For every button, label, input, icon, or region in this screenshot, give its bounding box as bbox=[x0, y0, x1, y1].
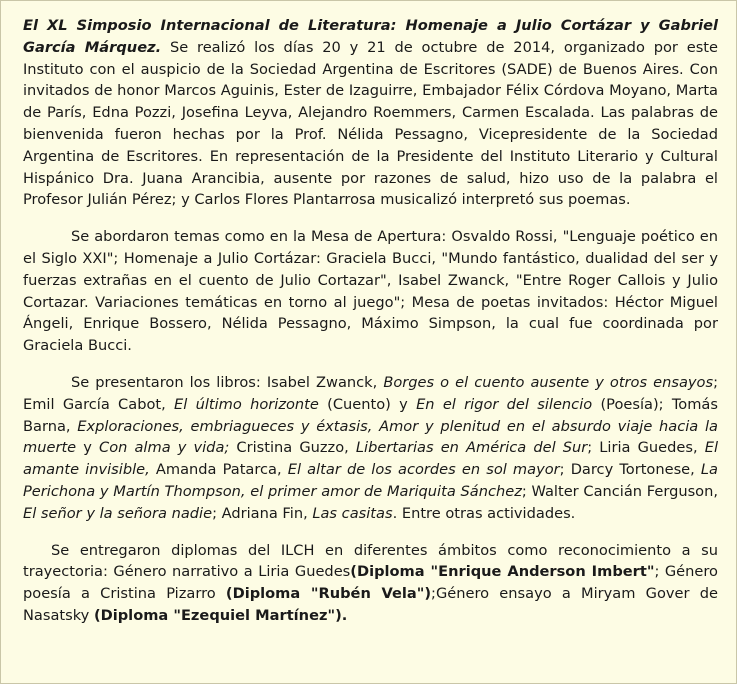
books-text: ; Darcy Tortonese, bbox=[559, 461, 701, 479]
topics-text: Se abordaron temas como en la Mesa de Apertura: Osvaldo Rossi, "Lenguaje poético en el Siglo XXI"; Homenaje a Julio Cortázar: Graciela Bucci, "Mundo fantástico, dualidad del ser y fuerzas extrañas en el cuento de Julio Cortazar", Isabel Zwanck, "Entre Roger Callois y Julio Cortazar. Variaciones temáticas en torno al juego"; Mesa de poetas invitados: Héctor Miguel Ángeli, Enrique Bossero, Nélida Pessagno, Máximo Simpson, la cual fue coordinada por Graciela Bucci. bbox=[23, 228, 718, 355]
book-title: La Perichona y Martín Thompson, el primer amor de Mariquita Sánchez bbox=[23, 461, 718, 500]
books-text: ; Walter Cancián Ferguson, bbox=[521, 482, 718, 500]
book-title: El último horizonte bbox=[174, 395, 319, 413]
book-title: Exploraciones, embriagueces y éxtasis, Amor y plenitud en el absurdo viaje hacia la muerte bbox=[23, 417, 718, 457]
book-title: Con alma y vida; bbox=[99, 439, 230, 457]
symposium-title: El XL Simposio Internacional de Literatura: Homenaje a Julio Cortázar y Gabriel García Márquez. bbox=[23, 17, 718, 56]
diploma-name: (Diploma "Rubén Vela") bbox=[225, 585, 432, 603]
books-text: ; Emil García Cabot, bbox=[23, 373, 719, 413]
book-title: El altar de los acordes en sol mayor bbox=[287, 461, 560, 479]
paragraph-symposium bbox=[23, 15, 718, 211]
diploma-name: (Diploma "Ezequiel Martínez"). bbox=[93, 606, 348, 624]
paragraph-books bbox=[23, 372, 718, 525]
book-title: Borges o el cuento ausente y otros ensayos bbox=[383, 373, 714, 391]
book-title: En el rigor del silencio bbox=[416, 395, 593, 413]
book-title: El amante invisible, bbox=[23, 439, 718, 479]
books-text: Se presentaron los libros: Isabel Zwanck, bbox=[71, 373, 384, 391]
paragraph-diplomas bbox=[23, 540, 718, 627]
paragraph-topics bbox=[23, 226, 718, 357]
books-text: Amanda Patarca, bbox=[149, 461, 288, 479]
book-title: Libertarias en América del Sur bbox=[355, 439, 588, 457]
books-text: . Entre otras actividades. bbox=[392, 504, 576, 522]
books-text: ; Liria Guedes, bbox=[587, 439, 705, 457]
book-title: El señor y la señora nadie bbox=[23, 504, 213, 522]
diplomas-text: ; Género poesía a Cristina Pizarro bbox=[23, 563, 718, 603]
symposium-body: Se realizó los días 20 y 21 de octubre de 2014, organizado por este Instituto con el auspicio de la Sociedad Argentina de Escritores (SADE) de Buenos Aires. Con invitados de honor Marcos Aguinis, Ester de Izaguirre, Embajador Félix Córdova Moyano, Marta de París, Edna Pozzi, Josefina Leyva, Alejandro Roemmers, Carmen Escalada. Las palabras de bienvenida fueron hechas por la Prof. Nélida Pessagno, Vicepresidente de la Sociedad Argentina de Escritores. En representación de la Presidente del Instituto Literario y Cultural Hispánico Dra. Juana Arancibia, ausente por razones de salud, hizo uso de la palabra el Profesor Julián Pérez; y Carlos Flores Plantarrosa musicalizó interpretó sus poemas. bbox=[23, 38, 718, 209]
books-text: (Cuento) y bbox=[318, 395, 417, 413]
books-text: (Poesía); Tomás Barna, bbox=[23, 395, 718, 435]
diplomas-text: Se entregaron diplomas del ILCH en diferentes ámbitos como reconocimiento a su trayectoria: Género narrativo a Liria Guedes bbox=[23, 541, 718, 581]
books-text: ; Adriana Fin, bbox=[212, 504, 313, 522]
diplomas-text: ;Género ensayo a Miryam Gover de Nasatsky bbox=[23, 585, 718, 624]
diploma-name: (Diploma "Enrique Anderson Imbert" bbox=[350, 563, 655, 581]
books-text: y bbox=[76, 439, 100, 457]
books-text: Cristina Guzzo, bbox=[229, 439, 356, 457]
book-title: Las casitas bbox=[312, 504, 393, 522]
